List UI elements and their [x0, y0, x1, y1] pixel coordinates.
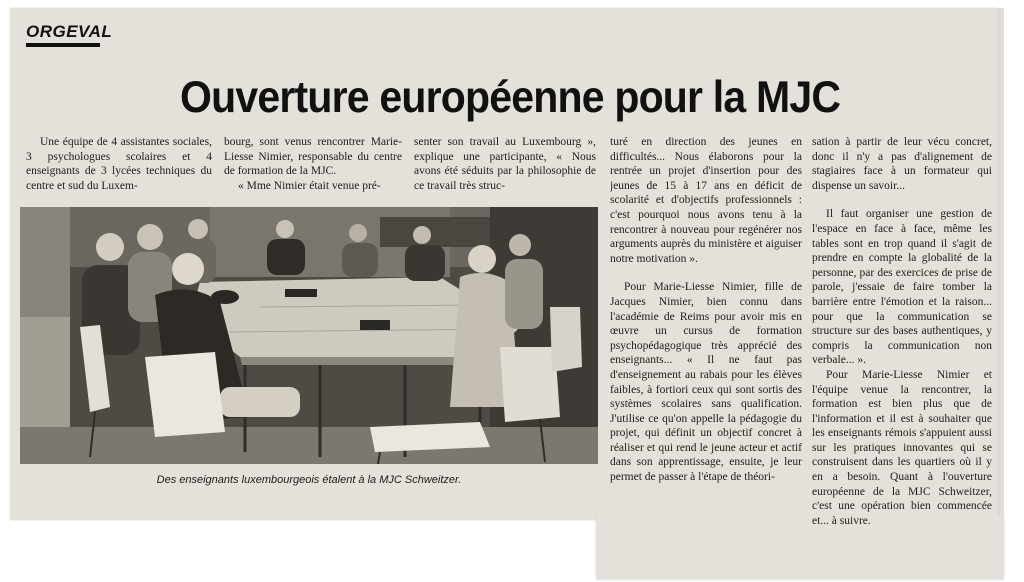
column-2-text: bourg, sont venus rencontrer Marie-Liesse Nimier, responsable du centre de formation de la MJC. [224, 136, 402, 178]
column-3-text: senter son travail au Luxembourg », explique une participante, « Nous avons été séduits par la philosophie de ce travail très struc- [414, 136, 596, 192]
photo-illustration [20, 207, 598, 464]
photo-caption: Des enseignants luxembourgeois étalent à la MJC Schweitzer. [156, 474, 462, 486]
article-headline: Ouverture européenne pour la MJC [180, 72, 841, 122]
article-column-3 [414, 135, 596, 199]
article-column-2 [224, 135, 402, 199]
column-5-paragraph-2: Il faut organiser une gestion de l'espace en face à face, même les tables sont en trop quand il s'agit de prendre en compte la globalité de la personne, par des exercices de prise de parole, j'essaie de faire tomber la barrière entre l'émotion et la raison... pour que la communication se structure sur des bases authentiques, y compris la communication non verbale... ». [812, 208, 992, 367]
column-2-quote: « Mme Nimier était venue pré- [238, 179, 381, 192]
article-photo [20, 207, 598, 464]
section-rubric: ORGEVAL [26, 22, 100, 47]
column-1-text: Une équipe de 4 assistantes sociales, 3 psychologues scolaires et 4 enseignants de 3 lycées techniques du centre et sud du Luxem- [26, 136, 212, 192]
column-5-text: sation à partir de leur vécu concret, donc il n'y a pas d'alignement de stagiaires face à un formateur qui dispense un savoir... [812, 136, 992, 192]
column-5-paragraph-3: Pour Marie-Liesse Nimier et l'équipe venue la rencontrer, la formation est bien plus que de l'information et il est à souhaiter que les enseignants rémois s'appuient aussi sur les pratiques innovantes qui se construisent dans les quartiers où il y en a besoin. Quant à l'ouverture européenne de la MJC Schweitzer, c'est une opération bien commencée et... à suivre. [812, 368, 992, 527]
article-column-1 [26, 135, 212, 199]
article-column-5 [812, 135, 992, 565]
article-column-4 [610, 135, 802, 575]
column-4-paragraph-2: Pour Marie-Liesse Nimier, fille de Jacques Nimier, bien connu dans l'académie de Reims pour avoir mis en œuvre un cursus de formation psychopédagogique très apprécié des enseignants... « Il ne faut pas d'enseignement au rabais pour les élèves faibles, à fortiori ceux qui sont sortis des systèmes scolaires sans qualification. J'utilise ce qu'on appelle la pédagogie du projet, qui définit un objectif concret à réaliser et qui rend le jeune acteur et actif dans son apprentissage, ensuite, je leur permet de passer à l'étape de théori- [610, 281, 802, 484]
column-4-text: turé en direction des jeunes en difficultés... Nous élaborons pour la rentrée un projet d'insertion pour des jeunes de 15 à 17 ans en déficit de scolarité et d'objectifs professionnels : c'est pourquoi nous avons tenu à la rencontrer à nouveau pour regénérer nos arguments auprès du ministère et aiguiser notre motivation ». [610, 136, 802, 265]
